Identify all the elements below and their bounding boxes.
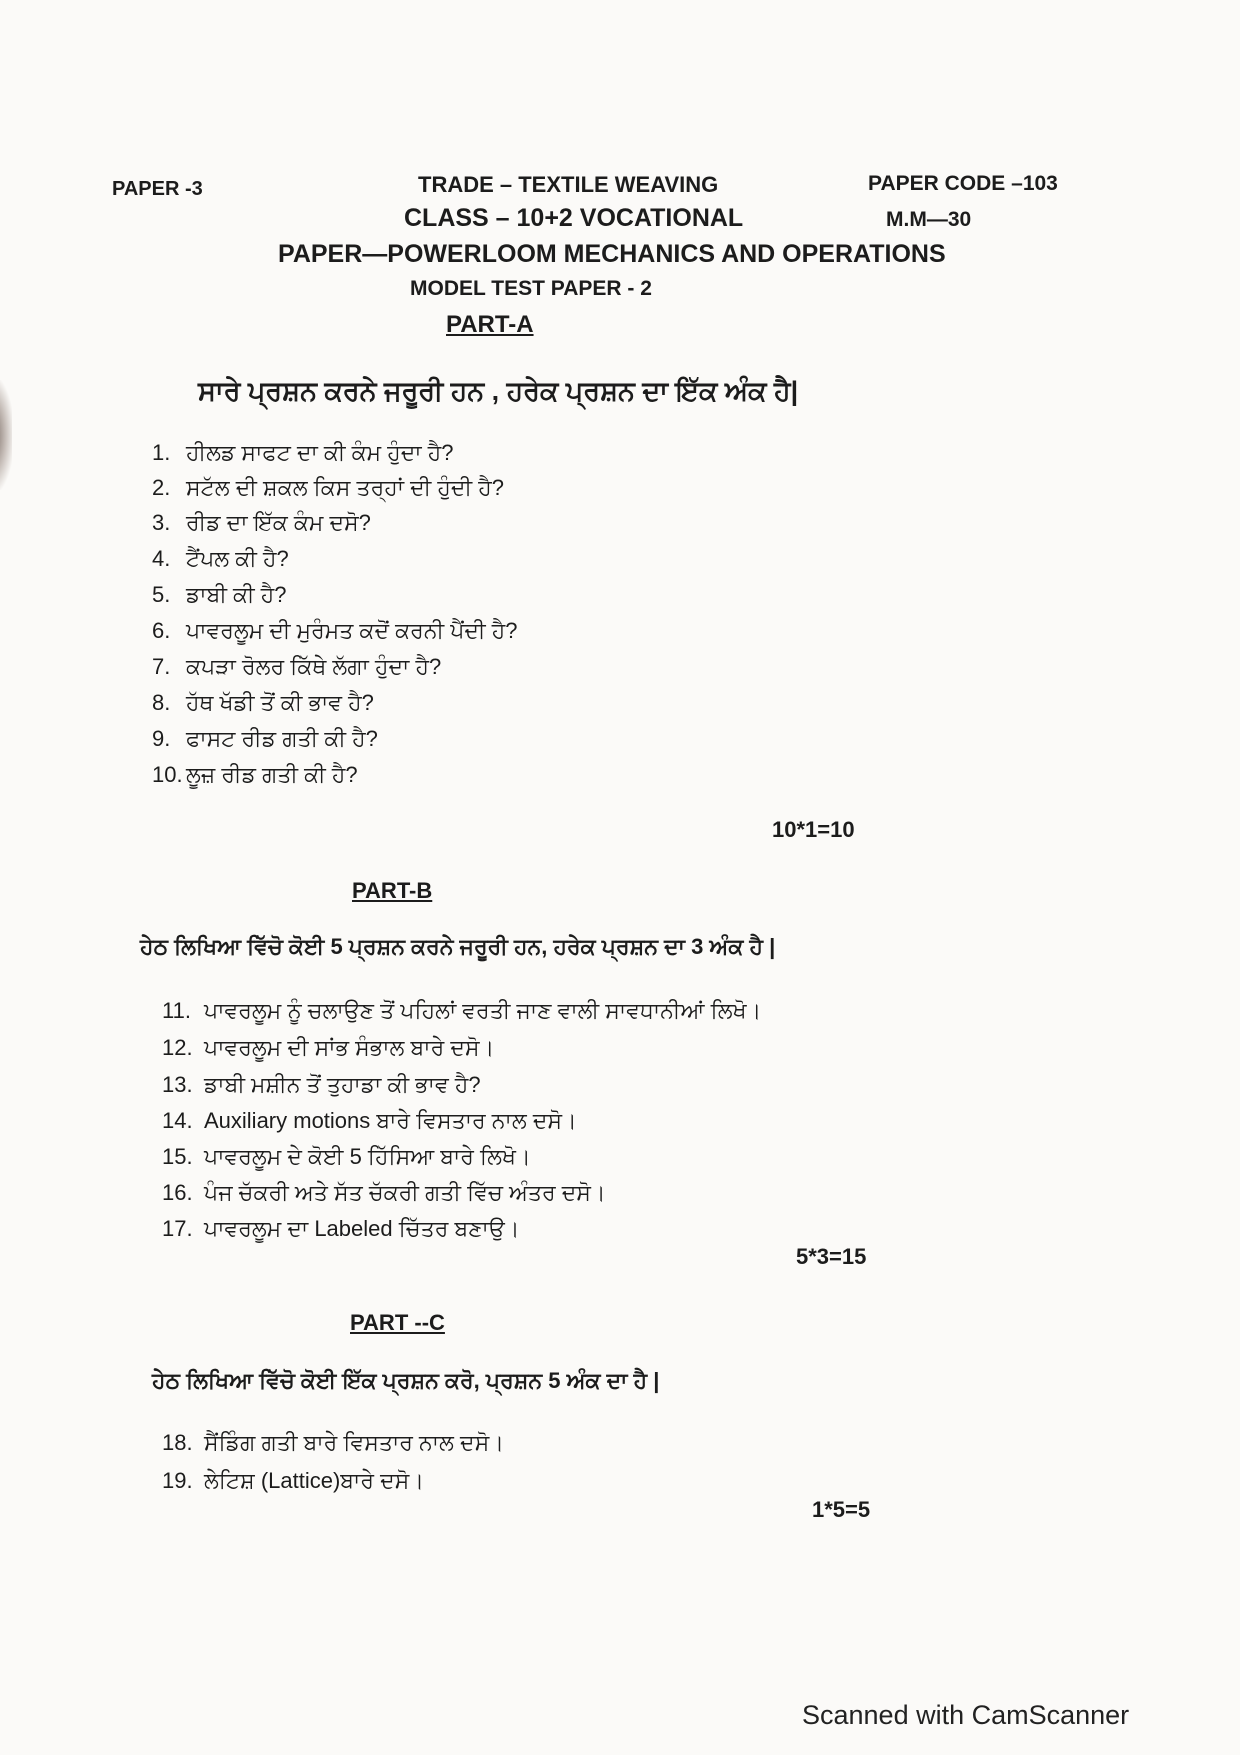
part-b-instruction: ਹੇਠ ਲਿਖਿਆ ਵਿੱਚੋ ਕੋਈ 5 ਪ੍ਰਸ਼ਨ ਕਰਨੇ ਜਰੂਰੀ ਹਨ, ਹਰੇਕ ਪ੍ਰਸ਼ਨ ਦਾ 3 ਅੰਕ ਹੈ | xyxy=(140,934,776,959)
question-item xyxy=(162,1216,520,1242)
question-number: 2. xyxy=(152,475,171,500)
question-text: ਡਾਬੀ ਮਸ਼ੀਨ ਤੋਂ ਤੁਹਾਡਾ ਕੀ ਭਾਵ ਹੈ? xyxy=(204,1072,481,1097)
question-text: ਪੰਜ ਚੱਕਰੀ ਅਤੇ ਸੱਤ ਚੱਕਰੀ ਗਤੀ ਵਿੱਚ ਅੰਤਰ ਦਸੋ। xyxy=(204,1180,606,1205)
scan-edge-shadow xyxy=(0,380,12,490)
paper-number: PAPER -3 xyxy=(112,178,203,200)
question-number: 12. xyxy=(162,1035,193,1060)
question-number: 1. xyxy=(152,440,171,465)
question-text: ਫਾਸਟ ਰੀਡ ਗਤੀ ਕੀ ਹੈ? xyxy=(186,726,378,751)
question-item xyxy=(152,762,358,788)
question-item xyxy=(152,546,289,572)
question-number: 18. xyxy=(162,1430,193,1455)
question-text: ਰੀਡ ਦਾ ਇੱਕ ਕੰਮ ਦਸੋ? xyxy=(186,510,371,535)
question-item xyxy=(152,582,287,608)
question-number: 17. xyxy=(162,1216,193,1241)
question-text: ਸਟੱਲ ਦੀ ਸ਼ਕਲ ਕਿਸ ਤਰ੍ਹਾਂ ਦੀ ਹੁੰਦੀ ਹੈ? xyxy=(186,475,504,500)
part-b-marks: 5*3=15 xyxy=(796,1244,867,1269)
question-text: ਸੈਂਡਿੰਗ ਗਤੀ ਬਾਰੇ ਵਿਸਤਾਰ ਨਾਲ ਦਸੋ। xyxy=(204,1430,505,1455)
question-item xyxy=(152,690,374,716)
question-item xyxy=(162,1430,504,1456)
question-item xyxy=(152,510,371,536)
question-item xyxy=(162,1072,481,1098)
trade-label: TRADE – TEXTILE WEAVING xyxy=(418,172,719,197)
part-c-title: PART --C xyxy=(350,1310,445,1335)
part-c-marks: 1*5=5 xyxy=(812,1497,871,1522)
question-text: ਹੱਥ ਖੱਡੀ ਤੋਂ ਕੀ ਭਾਵ ਹੈ? xyxy=(186,690,374,715)
model-test-label: MODEL TEST PAPER - 2 xyxy=(410,277,652,300)
paper-title: PAPER—POWERLOOM MECHANICS AND OPERATIONS xyxy=(278,240,946,268)
class-label: CLASS – 10+2 VOCATIONAL xyxy=(404,204,744,232)
question-number: 3. xyxy=(152,510,171,535)
question-text: ਕਪੜਾ ਰੋਲਰ ਕਿੱਥੇ ਲੱਗਾ ਹੁੰਦਾ ਹੈ? xyxy=(186,654,442,679)
question-text: ਪਾਵਰਲੂਮ ਦੀ ਮੁਰੰਮਤ ਕਦੋਂ ਕਰਨੀ ਪੈਂਦੀ ਹੈ? xyxy=(186,618,518,643)
question-text: ਹੀਲਡ ਸਾਫਟ ਦਾ ਕੀ ਕੰਮ ਹੁੰਦਾ ਹੈ? xyxy=(186,440,454,465)
question-item xyxy=(162,1180,606,1206)
question-item xyxy=(152,618,517,644)
question-number: 5. xyxy=(152,582,171,607)
question-item xyxy=(162,1144,531,1170)
part-b-title: PART-B xyxy=(352,878,433,903)
question-number: 10. xyxy=(152,762,183,787)
question-text: ਪਾਵਰਲੂਮ ਦੀ ਸਾਂਭ ਸੰਭਾਲ ਬਾਰੇ ਦਸੋ। xyxy=(204,1035,495,1060)
paper-code: PAPER CODE –103 xyxy=(868,172,1058,195)
question-item xyxy=(162,1108,577,1134)
question-number: 19. xyxy=(162,1468,193,1493)
part-c-instruction: ਹੇਠ ਲਿਖਿਆ ਵਿੱਚੋ ਕੋਈ ਇੱਕ ਪ੍ਰਸ਼ਨ ਕਰੋ, ਪ੍ਰਸ਼ਨ 5 ਅੰਕ ਦਾ ਹੈ | xyxy=(152,1368,660,1393)
question-number: 4. xyxy=(152,546,171,571)
question-item xyxy=(162,998,761,1024)
question-text: ਪਾਵਰਲੂਮ ਦਾ Labeled ਚਿੱਤਰ ਬਣਾਉ। xyxy=(204,1216,520,1241)
part-a-marks: 10*1=10 xyxy=(772,817,855,842)
question-number: 11. xyxy=(162,998,191,1023)
question-number: 15. xyxy=(162,1144,193,1169)
camscanner-watermark: Scanned with CamScanner xyxy=(802,1700,1130,1730)
question-number: 8. xyxy=(152,690,171,715)
max-marks: M.M—30 xyxy=(886,208,972,231)
question-item xyxy=(152,654,441,680)
question-text: ਟੈਂਪਲ ਕੀ ਹੈ? xyxy=(186,546,289,571)
part-a-title: PART-A xyxy=(446,311,534,338)
question-number: 6. xyxy=(152,618,171,643)
question-number: 7. xyxy=(152,654,171,679)
question-item xyxy=(152,475,504,501)
question-item xyxy=(152,440,453,466)
question-text: ਲੂਜ਼ ਰੀਡ ਗਤੀ ਕੀ ਹੈ? xyxy=(186,762,358,787)
question-text: Auxiliary motions ਬਾਰੇ ਵਿਸਤਾਰ ਨਾਲ ਦਸੋ। xyxy=(204,1108,577,1133)
question-item xyxy=(152,726,378,752)
question-text: ਪਾਵਰਲੂਮ ਨੂੰ ਚਲਾਉਣ ਤੋਂ ਪਹਿਲਾਂ ਵਰਤੀ ਜਾਣ ਵਾਲੀ ਸਾਵਧਾਨੀਆਂ ਲਿਖੋ। xyxy=(204,998,762,1023)
question-text: ਲੇਟਿਸ਼ (Lattice)ਬਾਰੇ ਦਸੋ। xyxy=(204,1468,425,1493)
part-a-instruction: ਸਾਰੇ ਪ੍ਰਸ਼ਨ ਕਰਨੇ ਜਰੂਰੀ ਹਨ , ਹਰੇਕ ਪ੍ਰਸ਼ਨ ਦਾ ਇੱਕ ਅੰਕ ਹੈ| xyxy=(198,376,799,406)
question-text: ਪਾਵਰਲੂਮ ਦੇ ਕੋਈ 5 ਹਿੱਸਿਆ ਬਾਰੇ ਲਿਖੋ। xyxy=(204,1144,531,1169)
question-number: 13. xyxy=(162,1072,193,1097)
question-number: 14. xyxy=(162,1108,193,1133)
question-item xyxy=(162,1468,424,1494)
question-number: 16. xyxy=(162,1180,193,1205)
question-number: 9. xyxy=(152,726,171,751)
question-text: ਡਾਬੀ ਕੀ ਹੈ? xyxy=(186,582,287,607)
question-item xyxy=(162,1035,494,1061)
